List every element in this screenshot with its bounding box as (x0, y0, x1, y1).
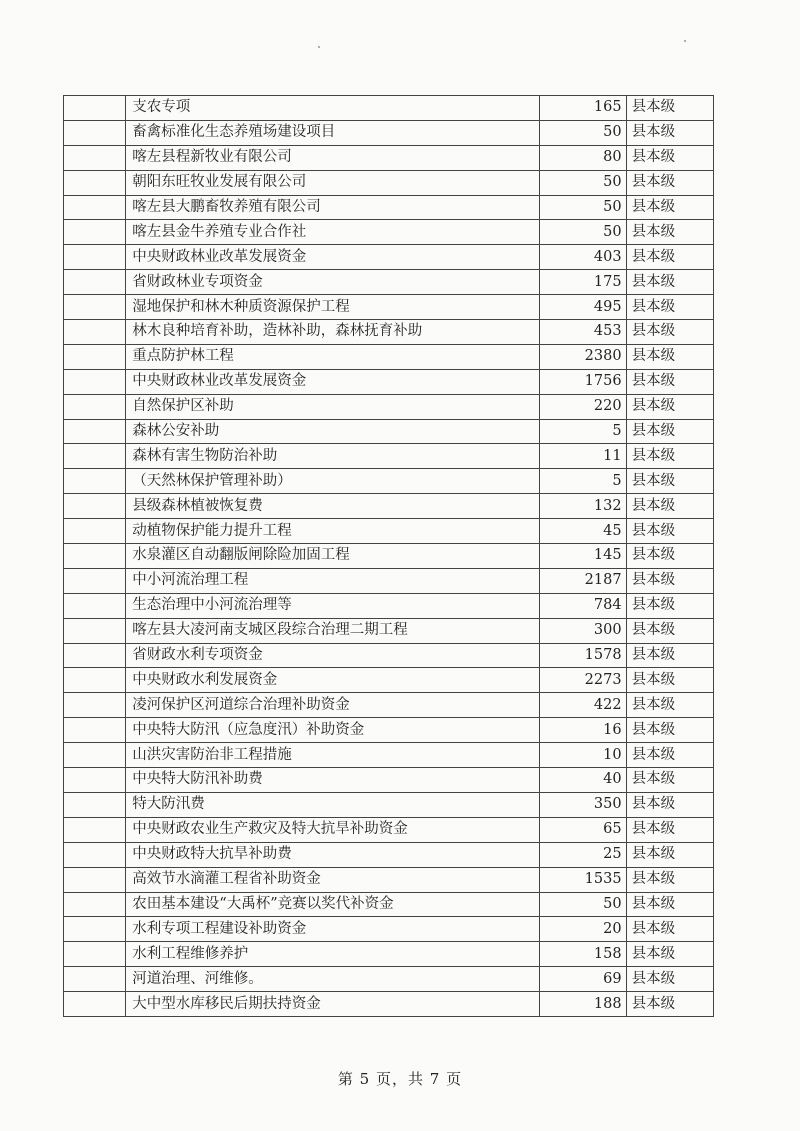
row-index-cell (64, 967, 126, 992)
table-row (64, 867, 714, 892)
table-row (64, 817, 714, 842)
project-name-cell: 中央财政农业生产救灾及特大抗旱补助资金 (126, 817, 540, 842)
project-name-cell: 水利工程维修养护 (126, 942, 540, 967)
row-index-cell (64, 195, 126, 220)
amount-cell: 422 (540, 693, 626, 718)
project-name-cell: 中央财政特大抗旱补助费 (126, 842, 540, 867)
level-cell: 县本级 (626, 768, 713, 793)
table-row (64, 419, 714, 444)
table-row (64, 120, 714, 145)
amount-cell: 145 (540, 544, 626, 569)
level-cell: 县本级 (626, 519, 713, 544)
project-name-cell: 林木良种培育补助，造林补助，森林抚育补助 (126, 320, 540, 345)
row-index-cell (64, 245, 126, 270)
amount-cell: 158 (540, 942, 626, 967)
level-cell: 县本级 (626, 494, 713, 519)
row-index-cell (64, 220, 126, 245)
project-name-cell: 省财政林业专项资金 (126, 270, 540, 295)
row-index-cell (64, 618, 126, 643)
level-cell: 县本级 (626, 817, 713, 842)
table-row (64, 768, 714, 793)
table-row (64, 245, 714, 270)
project-name-cell: 动植物保护能力提升工程 (126, 519, 540, 544)
project-name-cell: 水泉灌区自动翻版闸除险加固工程 (126, 544, 540, 569)
amount-cell: 50 (540, 220, 626, 245)
table-row (64, 96, 714, 121)
amount-cell: 45 (540, 519, 626, 544)
project-name-cell: 特大防汛费 (126, 792, 540, 817)
amount-cell: 453 (540, 320, 626, 345)
level-cell: 县本级 (626, 245, 713, 270)
level-cell: 县本级 (626, 792, 713, 817)
level-cell: 县本级 (626, 743, 713, 768)
table-row (64, 320, 714, 345)
amount-cell: 11 (540, 444, 626, 469)
level-cell: 县本级 (626, 618, 713, 643)
row-index-cell (64, 718, 126, 743)
amount-cell: 2187 (540, 568, 626, 593)
table-row (64, 618, 714, 643)
table-row (64, 170, 714, 195)
level-cell: 县本级 (626, 170, 713, 195)
amount-cell: 403 (540, 245, 626, 270)
amount-cell: 5 (540, 419, 626, 444)
amount-cell: 300 (540, 618, 626, 643)
level-cell: 县本级 (626, 842, 713, 867)
level-cell: 县本级 (626, 568, 713, 593)
level-cell: 县本级 (626, 992, 713, 1017)
project-name-cell: 大中型水库移民后期扶持资金 (126, 992, 540, 1017)
project-name-cell: 水利专项工程建设补助资金 (126, 917, 540, 942)
project-name-cell: 森林公安补助 (126, 419, 540, 444)
level-cell: 县本级 (626, 145, 713, 170)
amount-cell: 50 (540, 892, 626, 917)
amount-cell: 2380 (540, 344, 626, 369)
table-row (64, 593, 714, 618)
amount-cell: 132 (540, 494, 626, 519)
row-index-cell (64, 270, 126, 295)
level-cell: 县本级 (626, 643, 713, 668)
amount-cell: 1578 (540, 643, 626, 668)
project-name-cell: 中央特大防汛补助费 (126, 768, 540, 793)
amount-cell: 10 (540, 743, 626, 768)
row-index-cell (64, 568, 126, 593)
row-index-cell (64, 419, 126, 444)
scan-speck (318, 46, 320, 48)
row-index-cell (64, 643, 126, 668)
project-name-cell: 朝阳东旺牧业发展有限公司 (126, 170, 540, 195)
table-row (64, 195, 714, 220)
project-name-cell: 生态治理中小河流治理等 (126, 593, 540, 618)
project-name-cell: 畜禽标准化生态养殖场建设项目 (126, 120, 540, 145)
project-name-cell: 河道治理、河维修。 (126, 967, 540, 992)
project-name-cell: 县级森林植被恢复费 (126, 494, 540, 519)
row-index-cell (64, 369, 126, 394)
allocation-table (63, 95, 714, 1017)
level-cell: 县本级 (626, 942, 713, 967)
level-cell: 县本级 (626, 444, 713, 469)
row-index-cell (64, 743, 126, 768)
table-row (64, 668, 714, 693)
project-name-cell: 中央财政水利发展资金 (126, 668, 540, 693)
level-cell: 县本级 (626, 419, 713, 444)
scan-speck (684, 40, 686, 42)
project-name-cell: 喀左县大鹏畜牧养殖有限公司 (126, 195, 540, 220)
level-cell: 县本级 (626, 394, 713, 419)
project-name-cell: （天然林保护管理补助） (126, 469, 540, 494)
amount-cell: 69 (540, 967, 626, 992)
row-index-cell (64, 170, 126, 195)
level-cell: 县本级 (626, 344, 713, 369)
table-row (64, 693, 714, 718)
level-cell: 县本级 (626, 195, 713, 220)
row-index-cell (64, 444, 126, 469)
project-name-cell: 中小河流治理工程 (126, 568, 540, 593)
project-name-cell: 重点防护林工程 (126, 344, 540, 369)
table-row (64, 444, 714, 469)
project-name-cell: 喀左县大凌河南支城区段综合治理二期工程 (126, 618, 540, 643)
table-row (64, 643, 714, 668)
row-index-cell (64, 792, 126, 817)
table-row (64, 369, 714, 394)
table-row (64, 718, 714, 743)
amount-cell: 5 (540, 469, 626, 494)
project-name-cell: 中央财政林业改革发展资金 (126, 369, 540, 394)
row-index-cell (64, 917, 126, 942)
level-cell: 县本级 (626, 593, 713, 618)
row-index-cell (64, 344, 126, 369)
table-row (64, 469, 714, 494)
amount-cell: 495 (540, 295, 626, 320)
amount-cell: 188 (540, 992, 626, 1017)
row-index-cell (64, 817, 126, 842)
level-cell: 县本级 (626, 295, 713, 320)
row-index-cell (64, 320, 126, 345)
table-row (64, 792, 714, 817)
level-cell: 县本级 (626, 270, 713, 295)
level-cell: 县本级 (626, 469, 713, 494)
row-index-cell (64, 593, 126, 618)
amount-cell: 40 (540, 768, 626, 793)
row-index-cell (64, 145, 126, 170)
amount-cell: 175 (540, 270, 626, 295)
row-index-cell (64, 469, 126, 494)
project-name-cell: 山洪灾害防治非工程措施 (126, 743, 540, 768)
table-row (64, 967, 714, 992)
table-row (64, 519, 714, 544)
row-index-cell (64, 768, 126, 793)
row-index-cell (64, 120, 126, 145)
project-name-cell: 省财政水利专项资金 (126, 643, 540, 668)
level-cell: 县本级 (626, 369, 713, 394)
amount-cell: 220 (540, 394, 626, 419)
table-row (64, 394, 714, 419)
amount-cell: 25 (540, 842, 626, 867)
table-row (64, 220, 714, 245)
project-name-cell: 中央财政林业改革发展资金 (126, 245, 540, 270)
table-row (64, 942, 714, 967)
amount-cell: 20 (540, 917, 626, 942)
row-index-cell (64, 295, 126, 320)
project-name-cell: 支农专项 (126, 96, 540, 121)
row-index-cell (64, 494, 126, 519)
amount-cell: 50 (540, 195, 626, 220)
table-row (64, 544, 714, 569)
level-cell: 县本级 (626, 668, 713, 693)
table-row (64, 917, 714, 942)
row-index-cell (64, 842, 126, 867)
project-name-cell: 森林有害生物防治补助 (126, 444, 540, 469)
table-row (64, 568, 714, 593)
amount-cell: 1535 (540, 867, 626, 892)
project-name-cell: 湿地保护和林木种质资源保护工程 (126, 295, 540, 320)
amount-cell: 65 (540, 817, 626, 842)
row-index-cell (64, 668, 126, 693)
amount-cell: 80 (540, 145, 626, 170)
row-index-cell (64, 693, 126, 718)
amount-cell: 1756 (540, 369, 626, 394)
level-cell: 县本级 (626, 967, 713, 992)
row-index-cell (64, 992, 126, 1017)
level-cell: 县本级 (626, 120, 713, 145)
table-row (64, 270, 714, 295)
row-index-cell (64, 96, 126, 121)
level-cell: 县本级 (626, 544, 713, 569)
amount-cell: 50 (540, 170, 626, 195)
project-name-cell: 农田基本建设“大禹杯”竞赛以奖代补资金 (126, 892, 540, 917)
project-name-cell: 喀左县金牛养殖专业合作社 (126, 220, 540, 245)
table-row (64, 295, 714, 320)
level-cell: 县本级 (626, 96, 713, 121)
table-row (64, 145, 714, 170)
level-cell: 县本级 (626, 693, 713, 718)
table-row (64, 743, 714, 768)
level-cell: 县本级 (626, 220, 713, 245)
project-name-cell: 自然保护区补助 (126, 394, 540, 419)
level-cell: 县本级 (626, 917, 713, 942)
amount-cell: 16 (540, 718, 626, 743)
table-row (64, 842, 714, 867)
amount-cell: 50 (540, 120, 626, 145)
page-number-footer: 第 5 页，共 7 页 (337, 1070, 463, 1088)
table-row (64, 992, 714, 1017)
table-row (64, 892, 714, 917)
level-cell: 县本级 (626, 718, 713, 743)
project-name-cell: 凌河保护区河道综合治理补助资金 (126, 693, 540, 718)
amount-cell: 2273 (540, 668, 626, 693)
row-index-cell (64, 394, 126, 419)
row-index-cell (64, 942, 126, 967)
level-cell: 县本级 (626, 320, 713, 345)
level-cell: 县本级 (626, 867, 713, 892)
amount-cell: 350 (540, 792, 626, 817)
row-index-cell (64, 867, 126, 892)
row-index-cell (64, 519, 126, 544)
row-index-cell (64, 892, 126, 917)
project-name-cell: 高效节水滴灌工程省补助资金 (126, 867, 540, 892)
level-cell: 县本级 (626, 892, 713, 917)
project-name-cell: 中央特大防汛（应急度汛）补助资金 (126, 718, 540, 743)
project-name-cell: 喀左县程新牧业有限公司 (126, 145, 540, 170)
amount-cell: 165 (540, 96, 626, 121)
table-row (64, 494, 714, 519)
row-index-cell (64, 544, 126, 569)
table-row (64, 344, 714, 369)
amount-cell: 784 (540, 593, 626, 618)
